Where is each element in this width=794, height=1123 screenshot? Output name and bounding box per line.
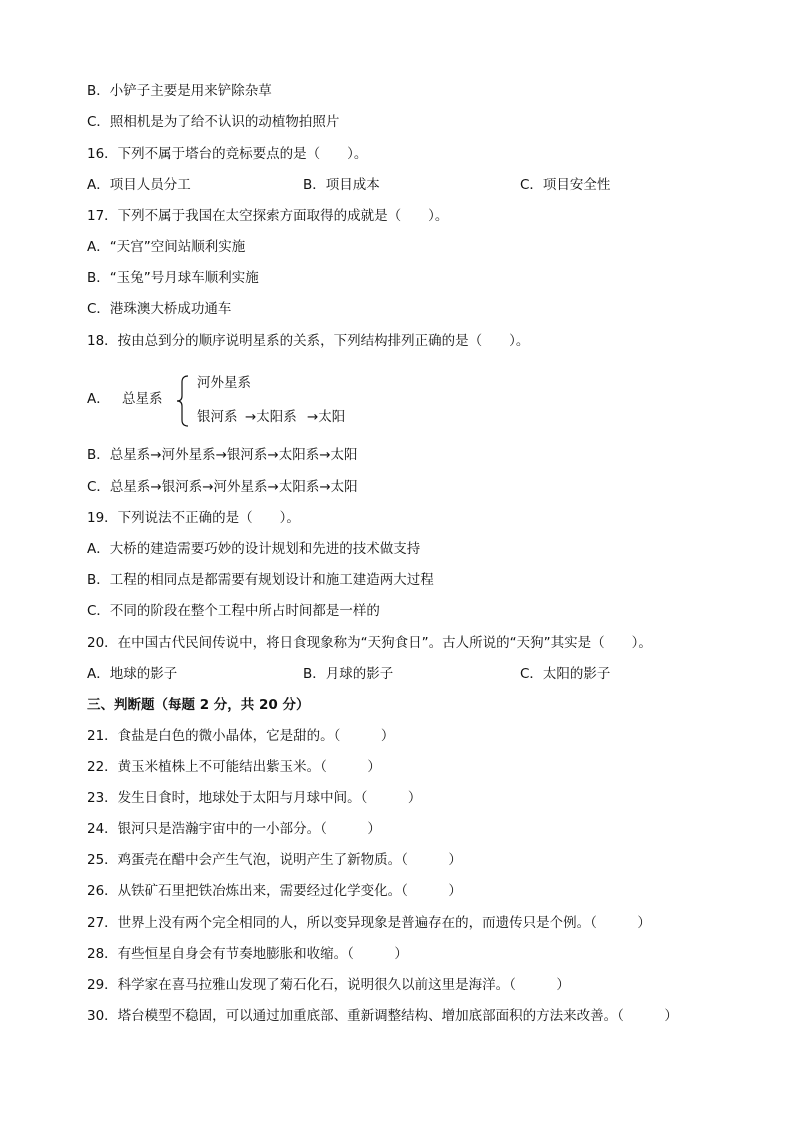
q18-option-b: B．总星系→河外星系→银河系→太阳系→太阳	[87, 447, 358, 463]
q23: 23．发生日食时，地球处于太阳与月球中间。（ ）	[87, 790, 422, 806]
q21: 21．食盐是白色的微小晶体，它是甜的。（ ）	[87, 728, 395, 744]
q20-option-c: C．太阳的影子	[520, 666, 611, 682]
q20-stem: 20．在中国古代民间传说中，将日食现象称为“天狗食日”。古人所说的“天狗”其实是（ ）。	[87, 635, 652, 651]
q17-stem: 17．下列不属于我国在太空探索方面取得的成就是（ ）。	[87, 208, 449, 224]
section-heading: 三、判断题（每题 2 分，共 20 分）	[87, 697, 310, 713]
q27: 27．世界上没有两个完全相同的人，所以变异现象是普遍存在的，而遗传只是个例。（ ）	[87, 915, 651, 931]
q17-option-c: C．港珠澳大桥成功通车	[87, 301, 232, 317]
q28: 28．有些恒星自身会有节奏地膨胀和收缩。（ ）	[87, 946, 408, 962]
q18-stem: 18．按由总到分的顺序说明星系的关系，下列结构排列正确的是（ ）。	[87, 333, 530, 349]
q18-option-a-root: 总星系	[122, 391, 163, 407]
q18-option-a-branch-bottom-3: →太阳	[307, 409, 346, 425]
q17-option-b: B．“玉兔”号月球车顺利实施	[87, 270, 259, 286]
q18-option-a-branch-top: 河外星系	[197, 375, 251, 391]
q18-option-c: C．总星系→银河系→河外星系→太阳系→太阳	[87, 479, 358, 495]
q29: 29．科学家在喜马拉雅山发现了菊石化石，说明很久以前这里是海洋。（ ）	[87, 977, 570, 993]
q19-option-b: B．工程的相同点是都需要有规划设计和施工建造两大过程	[87, 572, 434, 588]
q19-option-a: A．大桥的建造需要巧妙的设计规划和先进的技术做支持	[87, 541, 421, 557]
q18-option-a-label: A．	[87, 391, 110, 407]
q24: 24．银河只是浩瀚宇宙中的一小部分。（ ）	[87, 821, 381, 837]
q16-option-c: C．项目安全性	[520, 177, 611, 193]
q19-stem: 19．下列说法不正确的是（ ）。	[87, 510, 300, 526]
q20-option-b: B．月球的影子	[303, 666, 394, 682]
q18-option-a-branch-bottom-1: 银河系	[197, 409, 238, 425]
q18-option-a-branch-bottom-2: →太阳系	[245, 409, 297, 425]
q16-option-b: B．项目成本	[303, 177, 380, 193]
q16-option-a: A．项目人员分工	[87, 177, 191, 193]
q19-option-c: C．不同的阶段在整个工程中所占时间都是一样的	[87, 603, 380, 619]
q15-option-b: B．小铲子主要是用来铲除杂草	[87, 83, 272, 99]
q20-option-a: A．地球的影子	[87, 666, 178, 682]
q17-option-a: A．“天宫”空间站顺利实施	[87, 239, 246, 255]
brace-icon	[176, 374, 190, 428]
q22: 22．黄玉米植株上不可能结出紫玉米。（ ）	[87, 759, 381, 775]
q25: 25．鸡蛋壳在醋中会产生气泡，说明产生了新物质。（ ）	[87, 852, 462, 868]
q26: 26．从铁矿石里把铁冶炼出来，需要经过化学变化。（ ）	[87, 883, 462, 899]
q30: 30．塔台模型不稳固，可以通过加重底部、重新调整结构、增加底部面积的方法来改善。（ ）	[87, 1008, 678, 1024]
q16-stem: 16．下列不属于塔台的竞标要点的是（ ）。	[87, 146, 368, 162]
q15-option-c: C．照相机是为了给不认识的动植物拍照片	[87, 114, 340, 130]
